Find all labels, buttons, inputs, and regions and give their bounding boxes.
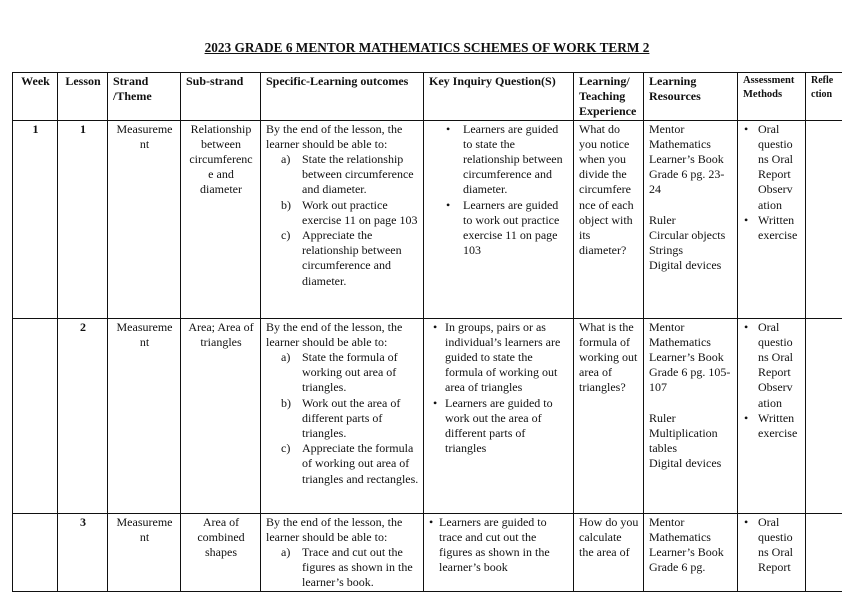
bullet-icon: • [744, 410, 749, 425]
assessment-item [743, 213, 801, 243]
inquiry-list [429, 122, 569, 259]
resource-item: Strings [649, 243, 684, 258]
strand-cell: Measureme nt [108, 120, 181, 318]
inquiry-item [429, 122, 569, 198]
schemes-of-work-table [12, 72, 842, 592]
inquiry-text: Learners are guided to work out practice exercise 11 on page 103 [463, 197, 560, 258]
inquiry-item [429, 396, 569, 457]
outcome-marker: a) [281, 545, 291, 560]
outcome-item [266, 350, 419, 396]
inquiry-text: Learners are guided to state the relationship between circumference and diameter. [463, 121, 563, 197]
week-cell [13, 513, 58, 591]
resources-cell [644, 513, 738, 591]
lesson-cell: 1 [58, 120, 108, 318]
assessment-cell [738, 513, 806, 591]
header-strand: Strand /Theme [108, 73, 181, 121]
outcomes-intro: By the end of the lesson, the learner should be able to: [266, 319, 403, 349]
outcome-marker: c) [281, 441, 291, 456]
assessment-item [743, 122, 801, 213]
outcome-text: State the formula of working out area of triangles. [302, 350, 398, 395]
lesson-cell: 2 [58, 318, 108, 513]
outcomes-intro: By the end of the lesson, the learner should be able to: [266, 121, 403, 151]
assessment-text: Oral questio ns Oral Report [758, 514, 793, 575]
table-row [13, 120, 842, 318]
assessment-list [743, 122, 801, 244]
outcome-text: Work out practice exercise 11 on page 103 [302, 197, 418, 227]
assessment-text: Oral questio ns Oral Report Observ ation [758, 319, 793, 410]
assessment-cell [738, 120, 806, 318]
sub-strand-cell: Area; Area of triangles [181, 318, 261, 513]
resource-item: Ruler [649, 410, 676, 425]
strand-cell: Measureme nt [108, 318, 181, 513]
resources-book: Mentor Mathematics Learner’s Book Grade 6 pg. 105-107 [649, 319, 731, 395]
outcome-item [266, 545, 419, 591]
assessment-cell [738, 318, 806, 513]
reflection-cell[interactable] [806, 318, 842, 513]
outcome-item [266, 198, 419, 228]
bullet-icon: • [744, 514, 749, 529]
header-inquiry: Key Inquiry Question(S) [424, 73, 574, 121]
header-lesson: Lesson [58, 73, 108, 121]
reflection-cell[interactable] [806, 120, 842, 318]
assessment-list [743, 515, 801, 576]
header-reflection: Refle ction [806, 73, 842, 121]
inquiry-cell [424, 513, 574, 591]
resources-cell [644, 120, 738, 318]
table-row [13, 318, 842, 513]
outcome-item [266, 152, 419, 198]
outcomes-list [266, 350, 419, 487]
experience-cell: What do you notice when you divide the circumfere nce of each object with its diameter? [574, 120, 644, 318]
outcomes-list [266, 152, 419, 289]
bullet-icon: • [433, 395, 438, 410]
outcome-marker: b) [281, 395, 291, 410]
resource-item: Multiplication tables [649, 425, 718, 456]
inquiry-cell [424, 120, 574, 318]
outcomes-cell [261, 318, 424, 513]
inquiry-item [429, 515, 569, 576]
assessment-list [743, 320, 801, 442]
bullet-icon: • [429, 514, 434, 529]
resources-cell [644, 318, 738, 513]
bullet-icon: • [446, 121, 451, 136]
bullet-icon: • [433, 319, 438, 334]
inquiry-item [429, 320, 569, 396]
inquiry-text: In groups, pairs or as individual’s learners are guided to state the formula of working out area of triangles [445, 319, 561, 395]
lesson-cell: 3 [58, 513, 108, 591]
inquiry-text: Learners are guided to trace and cut out the figures as shown in the learner’s book [439, 514, 550, 575]
header-sub-strand: Sub-strand [181, 73, 261, 121]
assessment-item [743, 411, 801, 441]
outcome-item [266, 396, 419, 442]
strand-cell: Measureme nt [108, 513, 181, 591]
reflection-cell[interactable] [806, 513, 842, 591]
outcome-marker: b) [281, 197, 291, 212]
outcome-text: Work out the area of different parts of triangles. [302, 395, 401, 441]
week-cell: 1 [13, 120, 58, 318]
table-row [13, 513, 842, 591]
outcome-text: State the relationship between circumference and diameter. [302, 152, 414, 197]
inquiry-text: Learners are guided to work out the area of different parts of triangles [445, 395, 553, 456]
resource-item: Ruler [649, 212, 676, 227]
bullet-icon: • [744, 121, 749, 136]
bullet-icon: • [446, 197, 451, 212]
header-row [13, 73, 842, 121]
header-week: Week [13, 73, 58, 121]
assessment-text: Written exercise [758, 410, 798, 441]
sub-strand-cell: Area of combined shapes [181, 513, 261, 591]
resources-book: Mentor Mathematics Learner’s Book Grade 6 pg. 23-24 [649, 121, 725, 197]
header-resources: Learning Resources [644, 73, 738, 121]
outcomes-cell [261, 513, 424, 591]
bullet-icon: • [744, 212, 749, 227]
week-cell [13, 318, 58, 513]
resources-book: Mentor Mathematics Learner’s Book Grade 6 pg. [649, 514, 724, 575]
resource-item: Circular objects [649, 227, 726, 242]
document-title: 2023 GRADE 6 MENTOR MATHEMATICS SCHEMES OF WORK TERM 2 [204, 40, 650, 55]
outcomes-cell [261, 120, 424, 318]
resource-item: Digital devices [649, 456, 722, 471]
outcome-text: Appreciate the relationship between circumference and diameter. [302, 228, 402, 288]
outcome-text: Appreciate the formula of working out area of triangles and rectangles. [302, 441, 419, 486]
experience-cell: What is the formula of working out area of triangles? [574, 318, 644, 513]
inquiry-cell [424, 318, 574, 513]
assessment-text: Oral questio ns Oral Report Observ ation [758, 121, 793, 212]
assessment-item [743, 320, 801, 411]
outcome-item [266, 441, 419, 487]
resource-item: Digital devices [649, 258, 722, 273]
experience-cell: How do you calculate the area of [574, 513, 644, 591]
header-assessment: Assessment Methods [738, 73, 806, 121]
outcome-marker: a) [281, 350, 291, 365]
outcome-text: Trace and cut out the figures as shown in the learner’s book. [302, 545, 413, 590]
header-outcomes: Specific-Learning outcomes [261, 73, 424, 121]
outcome-marker: c) [281, 228, 291, 243]
inquiry-item [429, 198, 569, 259]
inquiry-list [429, 515, 569, 576]
header-experience: Learning/ Teaching Experience [574, 73, 644, 121]
outcome-item [266, 228, 419, 289]
bullet-icon: • [744, 319, 749, 334]
assessment-text: Written exercise [758, 212, 798, 243]
sub-strand-cell: Relationship between circumferenc e and diameter [181, 120, 261, 318]
outcome-marker: a) [281, 152, 291, 167]
outcomes-list [266, 545, 419, 591]
assessment-item [743, 515, 801, 576]
outcomes-intro: By the end of the lesson, the learner should be able to: [266, 514, 403, 544]
inquiry-list [429, 320, 569, 457]
